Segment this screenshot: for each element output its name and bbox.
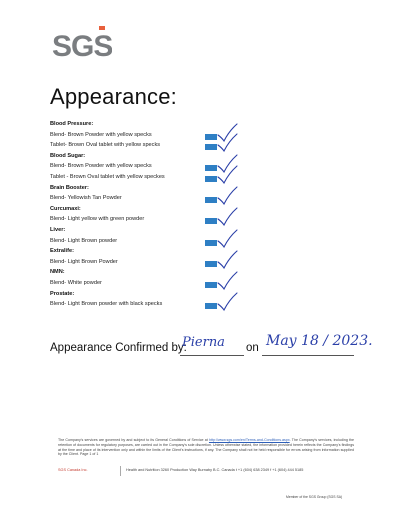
section-heading: Extralife: bbox=[50, 248, 74, 255]
section-heading: NMN: bbox=[50, 269, 65, 276]
confirmed-by-label: Appearance Confirmed by: bbox=[50, 342, 187, 354]
section-heading: Prostate: bbox=[50, 290, 75, 297]
appearance-item: Blend- Brown Powder with yellow specks bbox=[50, 131, 152, 138]
checkmark-icon bbox=[216, 270, 238, 292]
checkmark-icon bbox=[216, 206, 238, 228]
section-heading: Brain Booster: bbox=[50, 184, 89, 191]
appearance-item: Blend- Light yellow with green powder bbox=[50, 216, 145, 223]
svg-text:SGS: SGS bbox=[52, 30, 112, 60]
terms-link[interactable]: http://www.sgs.com/en/Terms-and-Conditions.aspx bbox=[208, 438, 290, 442]
appearance-item: Blend- Light Brown powder bbox=[50, 237, 118, 244]
signature-line bbox=[180, 355, 244, 356]
appearance-item: Blend- White powder bbox=[50, 279, 102, 286]
section-heading: Blood Sugar: bbox=[50, 152, 86, 159]
checkmark-icon bbox=[216, 228, 238, 250]
checkmark-icon bbox=[216, 291, 238, 313]
footer-disclaimer bbox=[58, 438, 354, 457]
checkmark-icon bbox=[216, 249, 238, 271]
section-heading: Blood Pressure: bbox=[50, 121, 94, 127]
section-heading: Curcumaxi: bbox=[50, 205, 81, 212]
disclaimer-end: . The Company's services, including the retention of documents for regulatory purposes, are carried out in the Company's sole discretion. Unless otherwise stated, the information provided herein reflects the Company's findings at the time and place of its intervention only and within the limits of the Client's instructions, if any. The Company shall not be held responsible for errors arising from information supplied by the Client. Page 1 of 1 bbox=[58, 438, 355, 457]
disclaimer-start: The Company's services are governed by and subject to its General Conditions of Service at bbox=[58, 438, 209, 442]
appearance-item: Blend- Light Brown powder with black specks bbox=[50, 301, 163, 308]
footer-divider bbox=[120, 466, 121, 476]
handwritten-date: May 18 / 2023. bbox=[266, 333, 373, 349]
appearance-item: Tablet - Brown Oval tablet with yellow speckes bbox=[50, 173, 165, 180]
appearance-item: Blend- Light Brown Powder bbox=[50, 258, 118, 265]
page-title: Appearance: bbox=[50, 84, 177, 109]
appearance-item: Blend- Brown Powder with yellow specks bbox=[50, 163, 152, 170]
footer-company: SGS Canada Inc. bbox=[58, 468, 88, 472]
footer-member: Member of the SGS Group (SGS SA) bbox=[286, 495, 343, 499]
checkmark-icon bbox=[216, 164, 238, 186]
date-line bbox=[262, 355, 354, 356]
signature: Pierna bbox=[182, 335, 225, 350]
appearance-item: Blend- Yellowish Tan Powder bbox=[50, 195, 122, 202]
checkmark-icon bbox=[216, 185, 238, 207]
checkmark-icon bbox=[216, 132, 238, 154]
on-label: on bbox=[246, 342, 259, 354]
appearance-item: Tablet- Brown Oval tablet with yellow specks bbox=[50, 142, 161, 149]
section-heading: Liver: bbox=[50, 226, 66, 233]
footer-address: Health and Nutrition 3260 Production Way Burnaby B.C. Canada t +1 (604) 638 2349 f +1 (604) 444 5185 bbox=[126, 468, 304, 472]
